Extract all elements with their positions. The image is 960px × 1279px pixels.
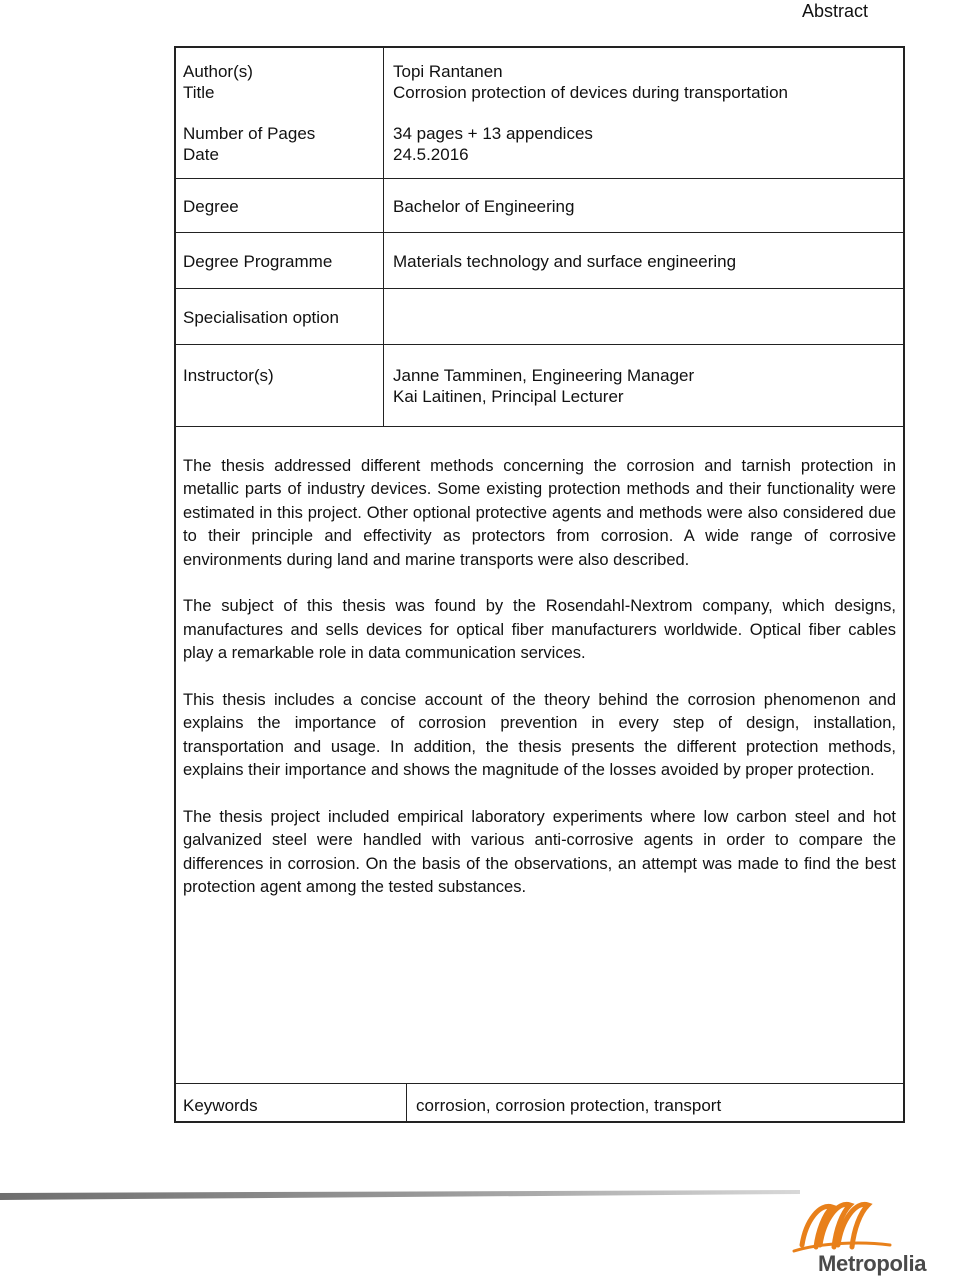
specialisation-label: Specialisation option xyxy=(183,308,339,327)
author-value: Topi Rantanen xyxy=(393,62,503,81)
programme-label: Degree Programme xyxy=(183,252,333,271)
column-divider xyxy=(406,1083,407,1123)
date-value: 24.5.2016 xyxy=(393,145,469,164)
date-label: Date xyxy=(183,145,219,164)
title-label: Title xyxy=(183,83,215,102)
divider xyxy=(174,1083,905,1084)
keywords-value: corrosion, corrosion protection, transport xyxy=(416,1096,722,1115)
divider xyxy=(174,344,905,345)
instructor-item: Kai Laitinen, Principal Lecturer xyxy=(393,387,624,406)
column-divider xyxy=(383,46,384,426)
section-label: Abstract xyxy=(801,1,868,21)
author-label: Author(s) xyxy=(183,62,253,81)
degree-label: Degree xyxy=(183,197,239,216)
divider xyxy=(174,232,905,233)
abstract-paragraph: This thesis includes a concise account of the theory behind the corrosion phenomenon and explains the importance of corrosion prevention in every step of design, installation, transportation and usage. In addition, the thesis presents the different protection methods, explains their importance and shows the magnitude of the losses avoided by proper protection. xyxy=(183,691,896,780)
abstract-paragraph: The subject of this thesis was found by the Rosendahl-Nextrom company, which designs, manufactures and sells devices for optical fiber manufacturers worldwide. Optical fiber cables play a remarkable role in data communication services. xyxy=(183,597,896,663)
programme-value: Materials technology and surface engineering xyxy=(393,252,737,271)
pages-value: 34 pages + 13 appendices xyxy=(393,124,593,143)
footer-decor-bar xyxy=(0,1190,800,1202)
pages-label: Number of Pages xyxy=(183,124,316,143)
logo-text: Metropolia xyxy=(818,1251,927,1276)
instructors-label: Instructor(s) xyxy=(183,366,274,385)
instructor-item: Janne Tamminen, Engineering Manager xyxy=(393,366,695,385)
instructors-list xyxy=(393,365,694,407)
divider xyxy=(174,178,905,179)
divider xyxy=(174,288,905,289)
divider xyxy=(174,426,905,427)
keywords-label: Keywords xyxy=(183,1096,258,1115)
abstract-paragraph: The thesis project included empirical laboratory experiments where low carbon steel and hot galvanized steel were handled with various anti-corrosive agents in order to compare the differences in corrosion. On the basis of the observations, an attempt was made to find the best protection agent among the tested substances. xyxy=(183,808,896,897)
title-value: Corrosion protection of devices during transportation xyxy=(393,83,788,102)
abstract-paragraph: The thesis addressed different methods concerning the corrosion and tarnish protection in metallic parts of industry devices. Some existing protection methods and their functionality were estimated in this project. Other optional protective agents and methods were also considered due to their principle and effectivity as protectors from corrosion. A wide range of corrosive environments during land and marine transports were also described. xyxy=(183,457,896,569)
degree-value: Bachelor of Engineering xyxy=(393,197,575,216)
abstract-body xyxy=(183,455,896,923)
